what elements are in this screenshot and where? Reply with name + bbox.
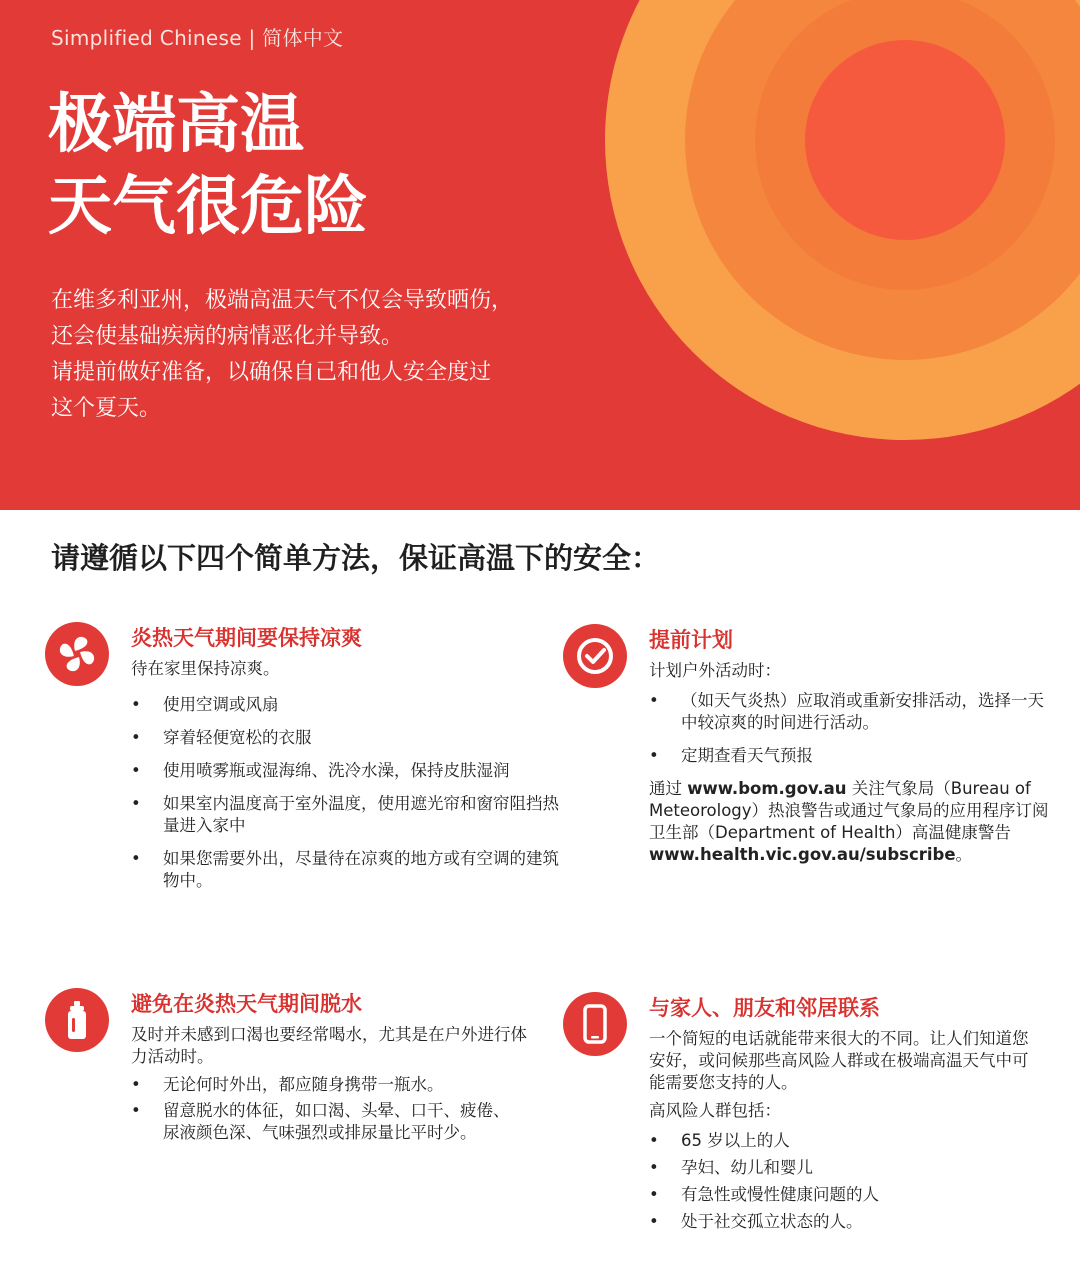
note-text: 通过 — [649, 779, 688, 798]
bom-link[interactable]: www.bom.gov.au — [687, 779, 847, 798]
bullet-list — [649, 1130, 1034, 1233]
intro-line: 请提前做好准备，以确保自己和他人安全度过 — [51, 360, 492, 385]
section-sublead: 高风险人群包括： — [649, 1101, 781, 1120]
section-lead: 及时并未感到口渴也要经常喝水，尤其是在户外进行体力活动时。 — [131, 1025, 527, 1066]
health-subscribe-link[interactable]: www.health.vic.gov.au/subscribe — [649, 845, 956, 864]
bullet-list — [131, 694, 561, 892]
note-text: 。 — [955, 845, 973, 864]
intro-line: 这个夏天。 — [51, 396, 162, 421]
intro-line: 还会使基础疾病的病情恶化并导致。 — [51, 324, 404, 349]
section-lead: 计划户外活动时： — [649, 661, 781, 680]
title-line: 极端高温 — [48, 88, 304, 162]
subscribe-note — [649, 778, 1049, 866]
title-line: 天气很危险 — [48, 170, 368, 244]
list-item: • 穿着轻便宽松的衣服 — [131, 727, 561, 749]
list-item: • 有急性或慢性健康问题的人 — [649, 1184, 1034, 1206]
page-title — [48, 84, 368, 248]
section-title: 提前计划 — [649, 628, 733, 652]
bullet-list — [649, 690, 1049, 767]
list-item: • 留意脱水的体征，如口渴、头晕、口干、疲倦、尿液颜色深、气味强烈或排尿量比平时少。 — [131, 1100, 513, 1144]
language-label: Simplified Chinese | 简体中文 — [51, 26, 344, 50]
section-title: 避免在炎热天气期间脱水 — [131, 992, 362, 1016]
section-body — [131, 1024, 531, 1148]
section-heading: 请遵循以下四个简单方法，保证高温下的安全： — [51, 541, 661, 575]
intro-line: 在维多利亚州，极端高温天气不仅会导致晒伤， — [51, 288, 514, 313]
bullet-list — [131, 1074, 531, 1144]
checkmark-icon — [563, 624, 627, 688]
sun-rings-graphic — [0, 0, 1080, 510]
water-bottle-icon — [45, 988, 109, 1052]
section-body — [131, 658, 561, 903]
list-item: • 如果室内温度高于室外温度，使用遮光帘和窗帘阻挡热量进入家中 — [131, 793, 561, 837]
list-item: • 如果您需要外出，尽量待在凉爽的地方或有空调的建筑物中。 — [131, 848, 561, 892]
list-item: • 孕妇、幼儿和婴儿 — [649, 1157, 1034, 1179]
list-item: • 使用空调或风扇 — [131, 694, 561, 716]
list-item: • （如天气炎热）应取消或重新安排活动，选择一天中较凉爽的时间进行活动。 — [649, 690, 1049, 734]
list-item: • 处于社交孤立状态的人。 — [649, 1211, 1034, 1233]
fan-icon — [45, 622, 109, 686]
section-title: 与家人、朋友和邻居联系 — [649, 996, 880, 1020]
list-item: • 无论何时外出，都应随身携带一瓶水。 — [131, 1074, 531, 1096]
section-lead: 一个简短的电话就能带来很大的不同。让人们知道您安好，或问候那些高风险人群或在极端高温天气中可能需要您支持的人。 — [649, 1029, 1029, 1092]
list-item: • 使用喷雾瓶或湿海绵、洗冷水澡，保持皮肤湿润 — [131, 760, 561, 782]
intro-text — [51, 283, 611, 427]
mobile-phone-icon — [563, 992, 627, 1056]
note-text: 关注气象局（Bureau of Meteorology）热浪警告或通过气象局的应用程序订阅卫生部（Department of Health）高温健康警告 — [649, 779, 1049, 842]
hero-banner — [0, 0, 1080, 510]
section-body — [649, 1028, 1034, 1238]
section-title: 炎热天气期间要保持凉爽 — [131, 626, 362, 650]
list-item: • 定期查看天气预报 — [649, 745, 1049, 767]
section-body — [649, 660, 1049, 872]
section-lead: 待在家里保持凉爽。 — [131, 659, 280, 678]
list-item: • 65 岁以上的人 — [649, 1130, 1034, 1152]
